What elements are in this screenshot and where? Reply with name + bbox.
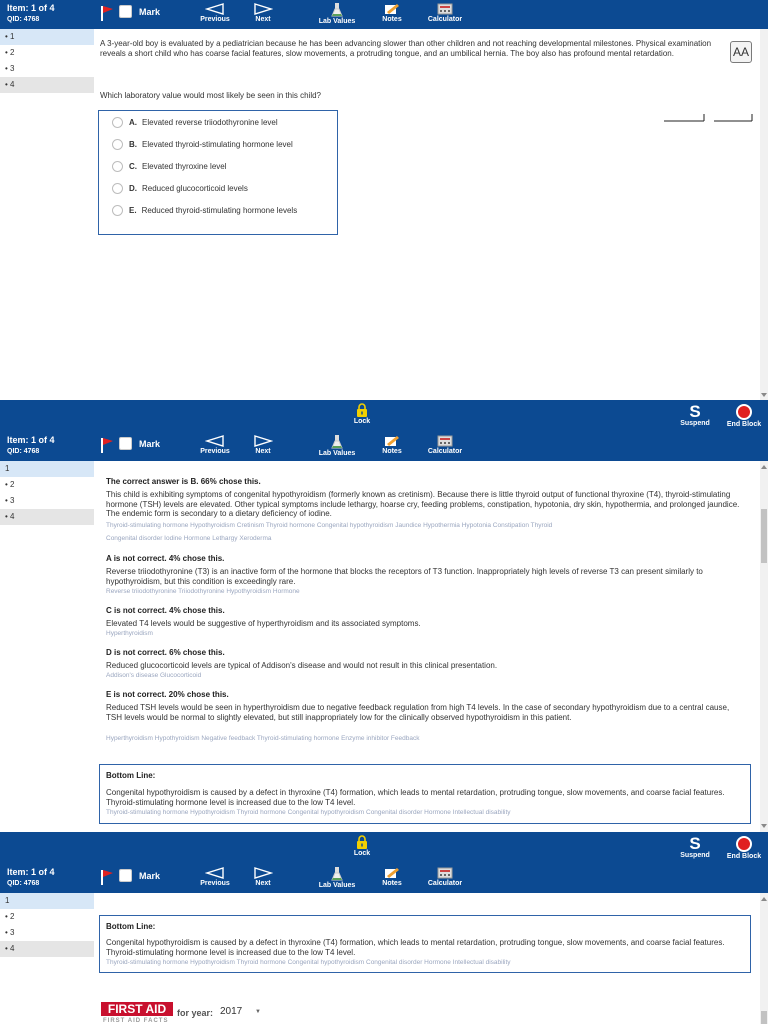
choice-e-tags[interactable]: Hyperthyroidism Hypothyroidism Negative feedback Thyroid-stimulating hormone Enzyme inhibitor Feedback xyxy=(106,735,420,742)
arrow-left-icon xyxy=(205,3,225,15)
sidebar-item-1[interactable]: • 1 xyxy=(0,29,94,45)
radio-a[interactable] xyxy=(112,117,123,128)
suspend-label: Suspend xyxy=(680,420,710,427)
scroll-up-icon[interactable] xyxy=(761,465,767,469)
choice-letter: A. xyxy=(129,117,137,127)
choice-text: Elevated thyroid-stimulating hormone level xyxy=(142,139,293,149)
dropdown-caret-icon: ▼ xyxy=(255,1009,261,1015)
suspend-button[interactable] xyxy=(674,403,716,427)
lab-values-label: Lab Values xyxy=(318,450,356,457)
choice-c-heading: C is not correct. 4% chose this. xyxy=(106,606,225,615)
mark-checkbox[interactable] xyxy=(119,5,132,18)
correct-answer-heading: The correct answer is B. 66% chose this. xyxy=(106,477,261,486)
sidebar-item-2[interactable]: • 2 xyxy=(0,45,94,61)
nav-bar xyxy=(0,432,768,461)
question-id: QID: 4768 xyxy=(7,880,40,887)
for-year-label: for year: xyxy=(177,1008,214,1018)
mark-label: Mark xyxy=(139,7,161,17)
radio-b[interactable] xyxy=(112,139,123,150)
calculator-button[interactable] xyxy=(422,3,468,23)
notes-button[interactable] xyxy=(376,3,408,23)
question-view xyxy=(0,0,768,400)
next-button[interactable] xyxy=(246,435,280,455)
item-info xyxy=(7,867,55,889)
radio-c[interactable] xyxy=(112,161,123,172)
year-select[interactable] xyxy=(217,1004,267,1020)
radio-e[interactable] xyxy=(112,205,123,216)
first-aid-facts-label: FIRST AID FACTS xyxy=(103,1018,169,1024)
calculator-icon xyxy=(437,435,453,447)
arrow-left-icon xyxy=(205,435,225,447)
choice-a[interactable] xyxy=(99,111,337,133)
calculator-label: Calculator xyxy=(427,16,463,23)
bottom-line-tags[interactable]: Thyroid-stimulating hormone Hypothyroidism Thyroid hormone Congenital hypothyroidism Congenital disorder Hormone Intellectual disability xyxy=(106,809,511,816)
flag-icon[interactable] xyxy=(100,437,114,453)
question-list xyxy=(0,29,94,400)
item-counter: Item: 1 of 4 xyxy=(7,867,55,877)
scrollbar[interactable] xyxy=(760,29,768,400)
answer-choices xyxy=(98,110,338,235)
sidebar-item-1[interactable]: 1 xyxy=(0,461,94,477)
choice-a-text: Reverse triiodothyronine (T3) is an inactive form of the hormone that blocks the receptors of T3 function. Inappropriately high levels of reverse T3 can present similarly to hypothyroidism, but this condition is exceedingly rare. xyxy=(106,567,703,586)
choice-d-text: Reduced glucocorticoid levels are typical of Addison's disease and would not result in this clinical presentation. xyxy=(106,661,498,670)
next-button[interactable] xyxy=(246,3,280,23)
notes-label: Notes xyxy=(382,448,402,455)
lab-values-button[interactable] xyxy=(314,435,360,457)
calculator-label: Calculator xyxy=(427,880,463,887)
calculator-label: Calculator xyxy=(427,448,463,455)
calculator-button[interactable] xyxy=(422,435,468,455)
notes-label: Notes xyxy=(382,16,402,23)
item-counter: Item: 1 of 4 xyxy=(7,3,55,13)
question-ask: Which laboratory value would most likely be seen in this child? xyxy=(100,91,321,100)
mark-label: Mark xyxy=(139,871,161,881)
scroll-down-icon[interactable] xyxy=(761,824,767,828)
sidebar-item-3[interactable]: • 3 xyxy=(0,493,94,509)
sidebar-item-4[interactable]: • 4 xyxy=(0,77,94,93)
bottom-line-text: Congenital hypothyroidism is caused by a defect in thyroxine (T4) formation, which leads to mental retardation, protruding tongue, slow movements, and coarse facial features. Thyroid-stimulating hormone level is increased due to the low T4 level. xyxy=(106,788,725,807)
font-size-icon[interactable]: AA xyxy=(730,41,752,63)
suspend-icon: S xyxy=(689,834,701,853)
choice-letter: E. xyxy=(129,205,137,215)
lab-values-label: Lab Values xyxy=(318,882,356,889)
choice-c[interactable] xyxy=(99,155,337,177)
end-block-label: End Block xyxy=(726,421,762,428)
bottom-line-title: Bottom Line: xyxy=(106,922,156,931)
calculator-icon xyxy=(437,3,453,15)
flag-icon[interactable] xyxy=(100,5,114,21)
radio-d[interactable] xyxy=(112,183,123,194)
previous-button[interactable] xyxy=(195,435,235,455)
first-aid-logo: FIRST AID xyxy=(101,1002,173,1016)
question-content xyxy=(94,29,768,400)
choice-d[interactable] xyxy=(99,177,337,199)
item-info xyxy=(7,3,55,25)
question-id: QID: 4768 xyxy=(7,16,40,23)
sidebar-item-3[interactable]: • 3 xyxy=(0,925,94,941)
scrollbar-thumb[interactable] xyxy=(761,509,767,563)
lock-button[interactable] xyxy=(343,403,381,425)
bottom-line-text: Congenital hypothyroidism is caused by a defect in thyroxine (T4) formation, which leads to mental retardation, protruding tongue, slow movements, and coarse facial features. Thyroid-stimulating hormone level is increased due to the low T4 level. xyxy=(106,938,725,957)
item-info xyxy=(7,435,55,457)
question-stem: A 3-year-old boy is evaluated by a pediatrician because he has been advancing slower than other children and not reaching developmental milestones. Physical examination reveals a short child who has coarse facial features, slow movements, a protruding tongue, and an umbilical hernia. The boy also has profound mental retardation. xyxy=(100,39,712,58)
previous-label: Previous xyxy=(200,16,230,23)
suspend-icon: S xyxy=(689,402,701,421)
bottom-line-title: Bottom Line: xyxy=(106,771,156,780)
suspend-label: Suspend xyxy=(680,852,710,859)
sidebar-item-2[interactable]: • 2 xyxy=(0,477,94,493)
bottom-line-tags[interactable]: Thyroid-stimulating hormone Hypothyroidism Thyroid hormone Congenital hypothyroidism Congenital disorder Hormone Intellectual disability xyxy=(106,959,511,966)
scrollbar-thumb[interactable] xyxy=(761,1011,767,1024)
lock-label: Lock xyxy=(353,418,371,425)
scrollbar[interactable] xyxy=(760,893,768,1024)
choice-text: Reduced thyroid-stimulating hormone levels xyxy=(141,205,298,215)
nav-bar xyxy=(0,0,768,29)
choice-c-text: Elevated T4 levels would be suggestive of hyperthyroidism and its associated symptoms. xyxy=(106,619,421,628)
lab-values-label: Lab Values xyxy=(318,18,356,25)
choice-letter: D. xyxy=(129,183,137,193)
notes-pencil-icon xyxy=(384,435,400,447)
choice-e-heading: E is not correct. 20% chose this. xyxy=(106,690,229,699)
choice-text: Elevated reverse triiodothyronine level xyxy=(142,117,278,127)
choice-b[interactable] xyxy=(99,133,337,155)
stop-icon xyxy=(736,404,752,420)
next-label: Next xyxy=(255,448,271,455)
question-id: QID: 4768 xyxy=(7,448,40,455)
lock-icon xyxy=(356,403,368,417)
notes-button[interactable] xyxy=(376,435,408,455)
top-bar xyxy=(0,400,768,432)
end-block-label: End Block xyxy=(726,853,762,860)
scroll-up-icon[interactable] xyxy=(761,897,767,901)
choice-e[interactable] xyxy=(99,199,337,221)
lab-flask-icon xyxy=(331,3,343,17)
year-value: 2017 xyxy=(220,1006,243,1017)
explanation-view xyxy=(0,400,768,832)
correct-answer-text: This child is exhibiting symptoms of congenital hypothyroidism (formerly known as cretinism). Because there is little thyroid output of functional thyroxine (T4), thyroid-stimulating hormone (TSH) levels are elevated. Other typical symptoms include lethargy, hoarse cry, feeding problems, constipation, hypotonia, dry skin, hypothermia, and prolonged jaundice. The endemic form is secondary to a dietary deficiency of iodine. xyxy=(106,490,740,518)
lab-flask-icon xyxy=(331,435,343,449)
scrollbar[interactable] xyxy=(760,461,768,832)
question-list xyxy=(0,461,94,832)
item-counter: Item: 1 of 4 xyxy=(7,435,55,445)
previous-label: Previous xyxy=(200,448,230,455)
previous-label: Previous xyxy=(200,880,230,887)
sidebar-item-1[interactable]: 1 xyxy=(0,893,94,909)
arrow-right-icon xyxy=(253,435,273,447)
mark-label: Mark xyxy=(139,439,161,449)
next-label: Next xyxy=(255,880,271,887)
summary-content xyxy=(94,832,760,1024)
sidebar-item-4[interactable]: • 4 xyxy=(0,941,94,957)
correct-tags[interactable]: Thyroid-stimulating hormone Hypothyroidism Cretinism Thyroid hormone Congenital hypothyroidism Jaundice Hypothermia Hypotonia Constipation Thyroid xyxy=(106,522,553,529)
lab-values-button[interactable] xyxy=(314,3,360,25)
choice-d-heading: D is not correct. 6% chose this. xyxy=(106,648,225,657)
sidebar-item-2[interactable]: • 2 xyxy=(0,909,94,925)
choice-a-heading: A is not correct. 4% chose this. xyxy=(106,554,225,563)
choice-letter: C. xyxy=(129,161,137,171)
explanation-content xyxy=(94,461,760,832)
sidebar-item-4[interactable]: • 4 xyxy=(0,509,94,525)
choice-letter: B. xyxy=(129,139,137,149)
next-label: Next xyxy=(255,16,271,23)
sidebar-item-3[interactable]: • 3 xyxy=(0,61,94,77)
lock-label: Lock xyxy=(353,850,371,857)
mark-checkbox[interactable] xyxy=(119,437,132,450)
choice-c-tags[interactable]: Hyperthyroidism xyxy=(106,630,153,637)
choice-d-tags[interactable]: Addison's disease Glucocorticoid xyxy=(106,672,202,679)
choice-text: Reduced glucocorticoid levels xyxy=(142,183,248,193)
notes-label: Notes xyxy=(382,880,402,887)
end-block-button[interactable] xyxy=(720,403,768,428)
previous-button[interactable] xyxy=(195,3,235,23)
arrow-right-icon xyxy=(253,3,273,15)
choice-e-text: Reduced TSH levels would be seen in hyperthyroidism due to negative feedback regulation from high T4 levels. In the case of secondary hypothyroidism due to a central cause, TSH levels would be normal to slightly elevated, but still inappropriately low for the clinically observed hypothyroidism in this patient. xyxy=(106,703,730,722)
question-list xyxy=(0,893,94,1024)
choice-a-tags[interactable]: Reverse triiodothyronine Triiodothyronine Hypothyroidism Hormone xyxy=(106,588,300,595)
summary-view xyxy=(0,832,768,1024)
highlight-lines-icon xyxy=(664,112,754,122)
correct-tags-2[interactable]: Congenital disorder Iodine Hormone Lethargy Xeroderma xyxy=(106,535,272,542)
notes-pencil-icon xyxy=(384,3,400,15)
scroll-down-icon[interactable] xyxy=(761,393,767,397)
choice-text: Elevated thyroxine level xyxy=(142,161,227,171)
